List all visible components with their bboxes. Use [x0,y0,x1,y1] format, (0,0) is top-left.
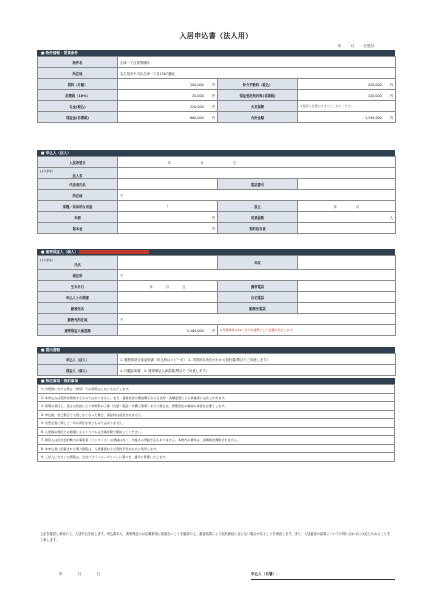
receipt-date: 年 月 日受付 [337,44,374,48]
value-representative[interactable] [118,179,218,190]
label-corp-name [38,168,118,179]
value-capital[interactable]: 円 [118,223,218,234]
section-applicant-header: ■ 申込人（法人） [37,150,395,156]
value-established[interactable]: 年 月 [298,201,396,212]
signature-label: 申込人（自署）： [251,572,280,576]
section-label: 申込人（法人） [45,151,71,155]
label-work-phone: 勤務先電話 [218,303,298,314]
value-doc-applicant: 1. 履歴事項全部証明書（申込時はコピー可） 2. 実質的な所在がわかる契約書(弊社でご用意します) [118,354,396,365]
section-documents-header: ■ 提出書類 [37,347,395,353]
label-tax: 消費税（10%） [38,90,118,101]
value-deposit[interactable] [118,112,218,123]
value-workplace-address[interactable]: 〒 [118,314,396,325]
terms-item: 7. 賃貸人は反社会的勢力の事業者（インボイス）の登録はなく、今後その登録予定もありません。本物件の賃料は、消費税が課税されません。 [38,436,395,445]
label-business: 業種／具体的な用途 [38,201,118,212]
label-relationship: 申込人との関係 [38,292,118,303]
total-amount: 1,540,000 [364,115,382,120]
label-workplace-name: 勤務先名 [38,303,118,314]
value-age[interactable] [298,256,396,270]
label-guarantee-fee: 保証委託契約料(非課税) [218,90,298,101]
value-tax[interactable] [118,90,218,101]
terms-item: 1. 内規則における禁止（賃貸）での使用はしないものとします。 [38,385,395,394]
label-age: 年収 [218,256,298,270]
yen-unit: 円 [211,104,215,109]
furigana-label: (ふりがな) [40,259,53,262]
section-label: 特記事項・契約事項 [45,379,78,383]
label-location: 所在地 [38,190,118,201]
label-key-money: 礼金(税込) [38,101,118,112]
signature-row [37,570,395,580]
value-property-name[interactable]: 吉津一丁目賃貸棟所 [118,57,396,68]
yen-unit: 円 [389,82,394,87]
value-address[interactable]: 名古屋市中川区吉津一丁目2307番地 [118,68,396,79]
terms-row [38,419,395,428]
label-annual-revenue: 年商 [38,212,118,223]
yen-unit: 円 [389,93,394,98]
value-guarantee-fee[interactable] [298,90,396,101]
brokerage-amount: 220,000 [368,82,382,87]
value-brokerage[interactable] [298,79,396,90]
value-relationship[interactable] [118,292,218,303]
section-label: 提出書類 [45,348,61,352]
yen-unit: 円 [211,82,215,87]
label-property-name: 物件名 [38,57,118,68]
value-location[interactable]: 〒 [118,190,396,201]
applicant-table [37,156,396,234]
label-current-address: 現住所 [38,270,118,281]
value-contract-reason[interactable] [298,223,396,234]
terms-table [37,384,395,462]
label-mobile: 携帯電話 [218,281,298,292]
guarantee-fee-amount: 220,000 [368,93,382,98]
terms-item: 5. 自然災害に関して一切の責任を負うものではありません。 [38,419,395,428]
signature-line[interactable] [251,579,395,580]
guarantor-table [37,255,396,336]
value-corp-name[interactable] [118,168,396,179]
key-money-amount: 220,000 [190,104,204,109]
value-key-money[interactable] [118,101,218,112]
terms-row [38,402,395,411]
section-label: 連帯保証人（個人） [45,250,78,254]
terms-row [38,427,395,436]
guarantor-name-label-text: 氏名 [74,263,81,267]
label-income: 連帯保証人極度額 [38,325,118,336]
page-title: 入居申込書（法人用） [179,32,253,40]
yen-unit: 円 [389,115,394,120]
label-employees: 従業員数 [218,212,298,223]
deposit-amount: 660,000 [190,115,204,120]
value-total[interactable] [298,112,396,123]
value-guarantor-name[interactable] [118,256,218,270]
closing-statement: 上記を確認し承知の上、入居申込を致します。申込書本人、連帯保証人が記載事項に相違ないことを確認の上、審査結果により契約締結に至らない場合があることを承諾します。また、入居審査の結果についての問い合わせには応じかねることを了承します。 [40,532,391,542]
redacted-bar [79,250,149,254]
value-work-phone[interactable] [298,303,396,314]
label-home-phone: 自宅電話 [218,292,298,303]
value-employees[interactable]: 人 [298,212,396,223]
label-rent: 賃料（月額） [38,79,118,90]
section-label: 物件情報・賃貸条件 [45,51,78,55]
terms-row [38,410,395,419]
label-address: 所在地 [38,68,118,79]
terms-item: 8. 本申込書に記載された個人情報は、入居審査および契約手続のために利用します。 [38,444,395,453]
furigana-label: (ふりがな) [40,169,53,173]
label-fire-insurance: 火災保険 [218,101,298,112]
value-birthdate[interactable]: 年 月 日 [118,281,218,292]
value-move-in-date[interactable]: 年 月 日 [118,157,396,168]
yen-unit: 円 [211,328,215,333]
fire-insurance-note: ※保険入会費がきまでにご加入ください [300,104,354,108]
label-phone: 電話番号 [218,179,298,190]
terms-row [38,453,395,462]
corp-name-label-text: 法人名 [72,173,83,178]
value-current-address[interactable]: 〒 [118,270,396,281]
label-total: 合計金額 [218,112,298,123]
label-capital: 資本金 [38,223,118,234]
signature-date[interactable]: 年 月 日 [59,572,101,576]
label-brokerage: 仲介手数料（税込） [218,79,298,90]
value-annual-revenue[interactable]: 円 [118,212,218,223]
terms-item: 3. 管理の責任上、借主の負担により本物件の工事（内装・電話・外構工事等）を行う場合は、管理会社の事前の承認を必要とします。 [38,402,395,411]
terms-row [38,444,395,453]
label-birthdate: 生年月日 [38,281,118,292]
value-fire-insurance[interactable] [298,101,396,112]
label-contract-reason: 契約担当者 [218,223,298,234]
terms-item: 4. 申込後、自己都合で入居しなくなった場合、保証料は返金されません。 [38,410,395,419]
income-amount: 5,280,000 [186,328,204,333]
terms-item: 2. 本申込みは契約を締結するものではありません。また、審査状況の理由開示および条件・各種変更による再審査には応じかねます。 [38,393,395,402]
terms-row [38,393,395,402]
value-mobile[interactable] [298,281,396,292]
value-rent[interactable] [118,79,218,90]
label-move-in-date: 入居希望日 [38,157,118,168]
value-income[interactable] [118,325,218,336]
value-workplace-name[interactable] [118,303,218,314]
terms-item: 9. ご記入いただいた情報は、当社プライバシーポリシーに基づき、適切に管理いたします。 [38,453,395,462]
label-doc-applicant: 申込人（法人） [38,354,118,365]
section-guarantor-header: ■ 連帯保証人（個人） [37,249,395,255]
label-established: 設立 [218,201,298,212]
terms-item: 6. 入居後の現況との相違によるトラブルは当事者間で解決してください。 [38,427,395,436]
tax-amount: 20,000 [192,93,204,98]
documents-table [37,353,396,376]
rent-amount: 200,000 [190,82,204,87]
section-property-header: ■ 物件情報・賃貸条件 [37,50,395,56]
terms-row [38,436,395,445]
value-home-phone[interactable] [298,292,396,303]
terms-row [38,385,395,394]
label-deposit: 保証金(非課税) [38,112,118,123]
label-doc-guarantor: 保証人（個人） [38,365,118,376]
label-guarantor-name [38,256,118,270]
property-table [37,56,396,123]
value-business[interactable]: / [118,201,218,212]
yen-unit: 円 [211,115,215,120]
yen-unit: 円 [211,93,215,98]
income-note-text: ※月額賃料の24ヶ月分を基準として金額を設定します。 [220,328,296,332]
label-workplace-address: 勤務先所在地 [38,314,118,325]
label-representative: 代表者氏名 [38,179,118,190]
income-note [218,325,396,336]
value-doc-guarantor: 1. 印鑑証明書 2. 連帯保証人承諾書(弊社でご用意します) [118,365,396,376]
value-phone[interactable] [298,179,396,190]
section-terms-header: ■ 特記事項・契約事項 [37,378,395,384]
